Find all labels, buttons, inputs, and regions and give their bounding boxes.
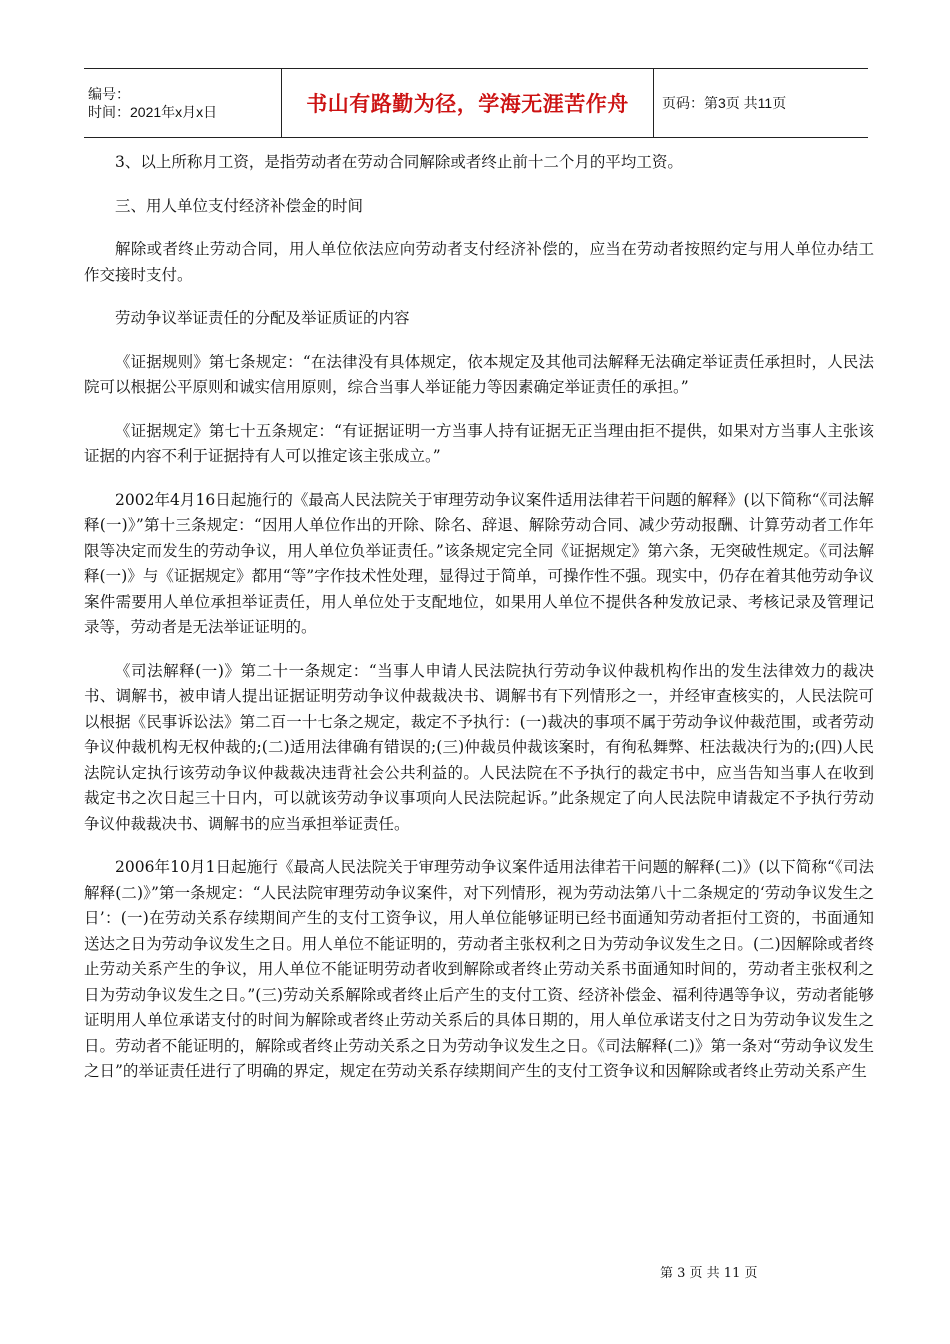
paragraph: 3、以上所称月工资，是指劳动者在劳动合同解除或者终止前十二个月的平均工资。 — [115, 153, 683, 171]
section-heading: 劳动争议举证责任的分配及举证质证的内容 — [115, 309, 410, 327]
paragraph: 《司法解释(一)》第二十一条规定：“当事人申请人民法院执行劳动争议仲裁机构作出的发生法律效力的裁决书、调解书，被申请人提出证据证明劳动争议仲裁裁决书、调解书有下列情形之一，并经审查核实的，人民法院可以根据《民事诉讼法》第二百一十七条之规定，裁定不予执行：(一)裁决的事项不属于劳动争议仲裁范围，或者劳动争议仲裁机构无权仲裁的;(二)适用法律确有错误的;(三)仲裁员仲裁该案时，有徇私舞弊、枉法裁决行为的;(四)人民法院认定执行该劳动争议仲裁裁决违背社会公共利益的。人民法院在不予执行的裁定书中，应当告知当事人在收到裁定书之次日起三十日内，可以就该劳动争议事项向人民法院起诉。”此条规定了向人民法院申请裁定不予执行劳动争议仲裁裁决书、调解书的应当承担举证责任。 — [84, 661, 874, 833]
header-page-label: 页码：第3页 共11页 — [662, 95, 787, 111]
paragraph: 《证据规定》第七十五条规定：“有证据证明一方当事人持有证据无正当理由拒不提供，如果对方当事人主张该证据的内容不利于证据持有人可以推定该主张成立。” — [84, 421, 874, 465]
section-heading: 三、用人单位支付经济补偿金的时间 — [115, 196, 364, 215]
header-motto: 书山有路勤为径，学海无涯苦作舟 — [306, 91, 629, 116]
document-body — [84, 150, 874, 1103]
document-header — [84, 68, 868, 138]
doc-code-label: 编号： — [88, 86, 130, 102]
paragraph: 2002年4月16日起施行的《最高人民法院关于审理劳动争议案件适用法律若干问题的解释》(以下简称“《司法解释(一)》”第十三条规定：“因用人单位作出的开除、除名、辞退、解除劳动合同、减少劳动报酬、计算劳动者工作年限等决定而发生的劳动争议，用人单位负举证责任。”该条规定完全同《证据规定》第六条，无突破性规定。《司法解释(一)》与《证据规定》都用“等”字作技术性处理，显得过于简单，可操作性不强。现实中，仍存在着其他劳动争议案件需要用人单位承担举证责任，用人单位处于支配地位，如果用人单位不提供各种发放记录、考核记录及管理记录等，劳动者是无法举证证明的。 — [84, 490, 874, 636]
doc-date-label: 时间：2021年x月x日 — [88, 104, 218, 120]
header-page-cell — [654, 69, 868, 137]
paragraph: 2006年10月1日起施行《最高人民法院关于审理劳动争议案件适用法律若干问题的解释(二)》(以下简称“《司法解释(二)》”第一条规定：“人民法院审理劳动争议案件，对下列情形，视为劳动法第八十二条规定的‘劳动争议发生之日’：(一)在劳动关系存续期间产生的支付工资争议，用人单位能够证明已经书面通知劳动者拒付工资的，书面通知送达之日为劳动争议发生之日。用人单位不能证明的，劳动者主张权利之日为劳动争议发生之日。(二)因解除或者终止劳动关系产生的争议，用人单位不能证明劳动者收到解除或者终止劳动关系书面通知时间的，劳动者主张权利之日为劳动争议发生之日。”(三)劳动关系解除或者终止后产生的支付工资、经济补偿金、福利待遇等争议，劳动者能够证明用人单位承诺支付的时间为解除或者终止劳动关系后的具体日期的，用人单位承诺支付之日为劳动争议发生之日。劳动者不能证明的，解除或者终止劳动关系之日为劳动争议发生之日。《司法解释(二)》第一条对“劳动争议发生之日”的举证责任进行了明确的界定，规定在劳动关系存续期间产生的支付工资争议和因解除或者终止劳动关系产生 — [84, 858, 874, 1080]
paragraph: 解除或者终止劳动合同，用人单位依法应向劳动者支付经济补偿的，应当在劳动者按照约定与用人单位办结工作交接时支付。 — [84, 240, 874, 284]
paragraph: 《证据规则》第七条规定：“在法律没有具体规定，依本规定及其他司法解释无法确定举证责任承担时，人民法院可以根据公平原则和诚实信用原则，综合当事人举证能力等因素确定举证责任的承担。” — [84, 352, 874, 396]
header-meta — [84, 69, 282, 137]
page-footer: 第 3 页 共 11 页 — [660, 1266, 758, 1281]
header-motto-cell — [282, 69, 654, 137]
